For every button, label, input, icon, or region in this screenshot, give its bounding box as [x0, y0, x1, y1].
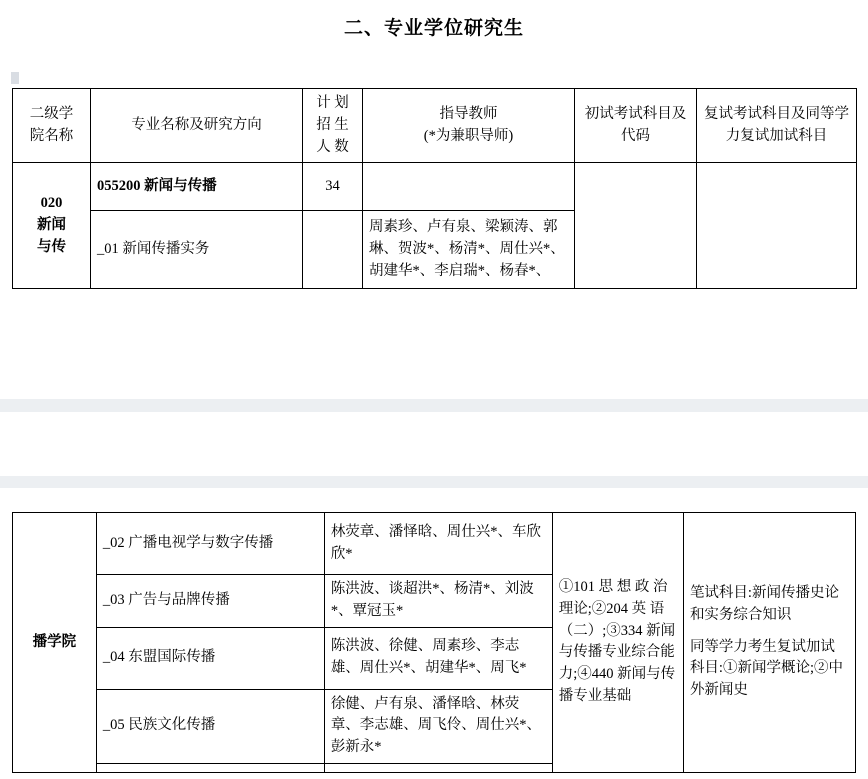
- cell-research-direction: _05 民族文化传播: [96, 689, 324, 763]
- cell-advisors: 陈洪波、谈超洪*、杨清*、刘波*、覃冠玉*: [324, 575, 552, 628]
- college-name-line-1: 020: [40, 195, 63, 212]
- major-header-line-1: 专业名称及研究方向: [131, 116, 262, 133]
- cell-enrollment-quota: 34: [303, 163, 363, 211]
- retest-subject-spacer: [690, 627, 849, 637]
- initial-exam-header-line-2: 代码: [621, 127, 650, 144]
- cell-research-direction-cut: [96, 763, 324, 772]
- cell-initial-exam-subjects: ①101 思 想 政 治理论;②204 英 语（二）;③334 新闻与传播专业综合能力;④440 新闻与传播专业基础: [552, 513, 683, 773]
- cell-advisors: 林荧章、潘怿晗、周仕兴*、车欣欣*: [324, 513, 552, 575]
- cell-advisors: 陈洪波、徐健、周素珍、李志雄、周仕兴*、胡建华*、周飞*: [324, 627, 552, 689]
- cell-retest-subjects: [683, 513, 855, 773]
- cell-initial-exam-empty: [575, 163, 697, 289]
- table-row: [13, 513, 856, 575]
- advisors-header-line-1: 指导教师: [439, 105, 498, 122]
- quota-header-line-3: 人 数: [316, 138, 349, 155]
- cell-college-name-continued: [13, 513, 97, 773]
- cell-advisors-cut: [324, 763, 552, 772]
- cell-quota-empty: [303, 211, 363, 289]
- retest-header-line-1: 复试考试科目及同等学: [704, 105, 849, 122]
- college-name-line-2: 新闻: [37, 216, 66, 233]
- quota-header-line-1: 计 划: [316, 95, 349, 111]
- advisors-header-line-2: (*为兼职导师): [423, 127, 514, 144]
- page-break-band-lower: [0, 476, 868, 488]
- cell-retest-empty: [697, 163, 857, 289]
- column-header-quota: [303, 89, 363, 163]
- college-name-line-3: 与传: [37, 238, 66, 255]
- cell-research-direction: _03 广告与品牌传播: [96, 575, 324, 628]
- page-edge-marker: [11, 72, 19, 84]
- cell-major-code-name: 055200 新闻与传播: [91, 163, 303, 211]
- column-header-retest: [697, 89, 857, 163]
- cell-advisors: 周素珍、卢有泉、梁颖涛、郭琳、贺波*、杨清*、周仕兴*、胡建华*、李启瑞*、杨春*、: [363, 211, 575, 289]
- page-title: 二、专业学位研究生: [343, 18, 524, 39]
- column-header-major: [91, 89, 303, 163]
- initial-exam-header-line-1: 初试考试科目及: [584, 105, 687, 122]
- retest-subjects-written: 笔试科目:新闻传播史论和实务综合知识: [689, 585, 839, 623]
- page-break-band-upper: [0, 399, 868, 412]
- table-row: [13, 163, 857, 211]
- cell-advisors-empty: [363, 163, 575, 211]
- college-header-line-2: 院名称: [29, 127, 74, 144]
- retest-header-line-2: 力复试加试科目: [725, 127, 828, 144]
- college-header-line-1: 二级学: [29, 105, 74, 122]
- cell-college-name: [13, 163, 91, 289]
- table-header-row: [13, 89, 857, 163]
- retest-subjects-additional: 同等学力考生复试加试科目:①新闻学概论;②中外新闻史: [689, 638, 843, 698]
- admissions-table-bottom: [12, 512, 856, 773]
- column-header-initial-exam: [575, 89, 697, 163]
- cell-advisors: 徐健、卢有泉、潘怿晗、林荧章、李志雄、周飞伶、周仕兴*、彭新永*: [324, 689, 552, 763]
- quota-header-line-2: 招 生: [316, 116, 349, 133]
- column-header-college: [13, 89, 91, 163]
- column-header-advisors: [363, 89, 575, 163]
- cell-research-direction: _01 新闻传播实务: [91, 211, 303, 289]
- cell-research-direction: _04 东盟国际传播: [96, 627, 324, 689]
- admissions-table-top: [12, 88, 857, 289]
- cell-research-direction: _02 广播电视学与数字传播: [96, 513, 324, 575]
- college-name-continued-line-1: 播学院: [32, 633, 77, 650]
